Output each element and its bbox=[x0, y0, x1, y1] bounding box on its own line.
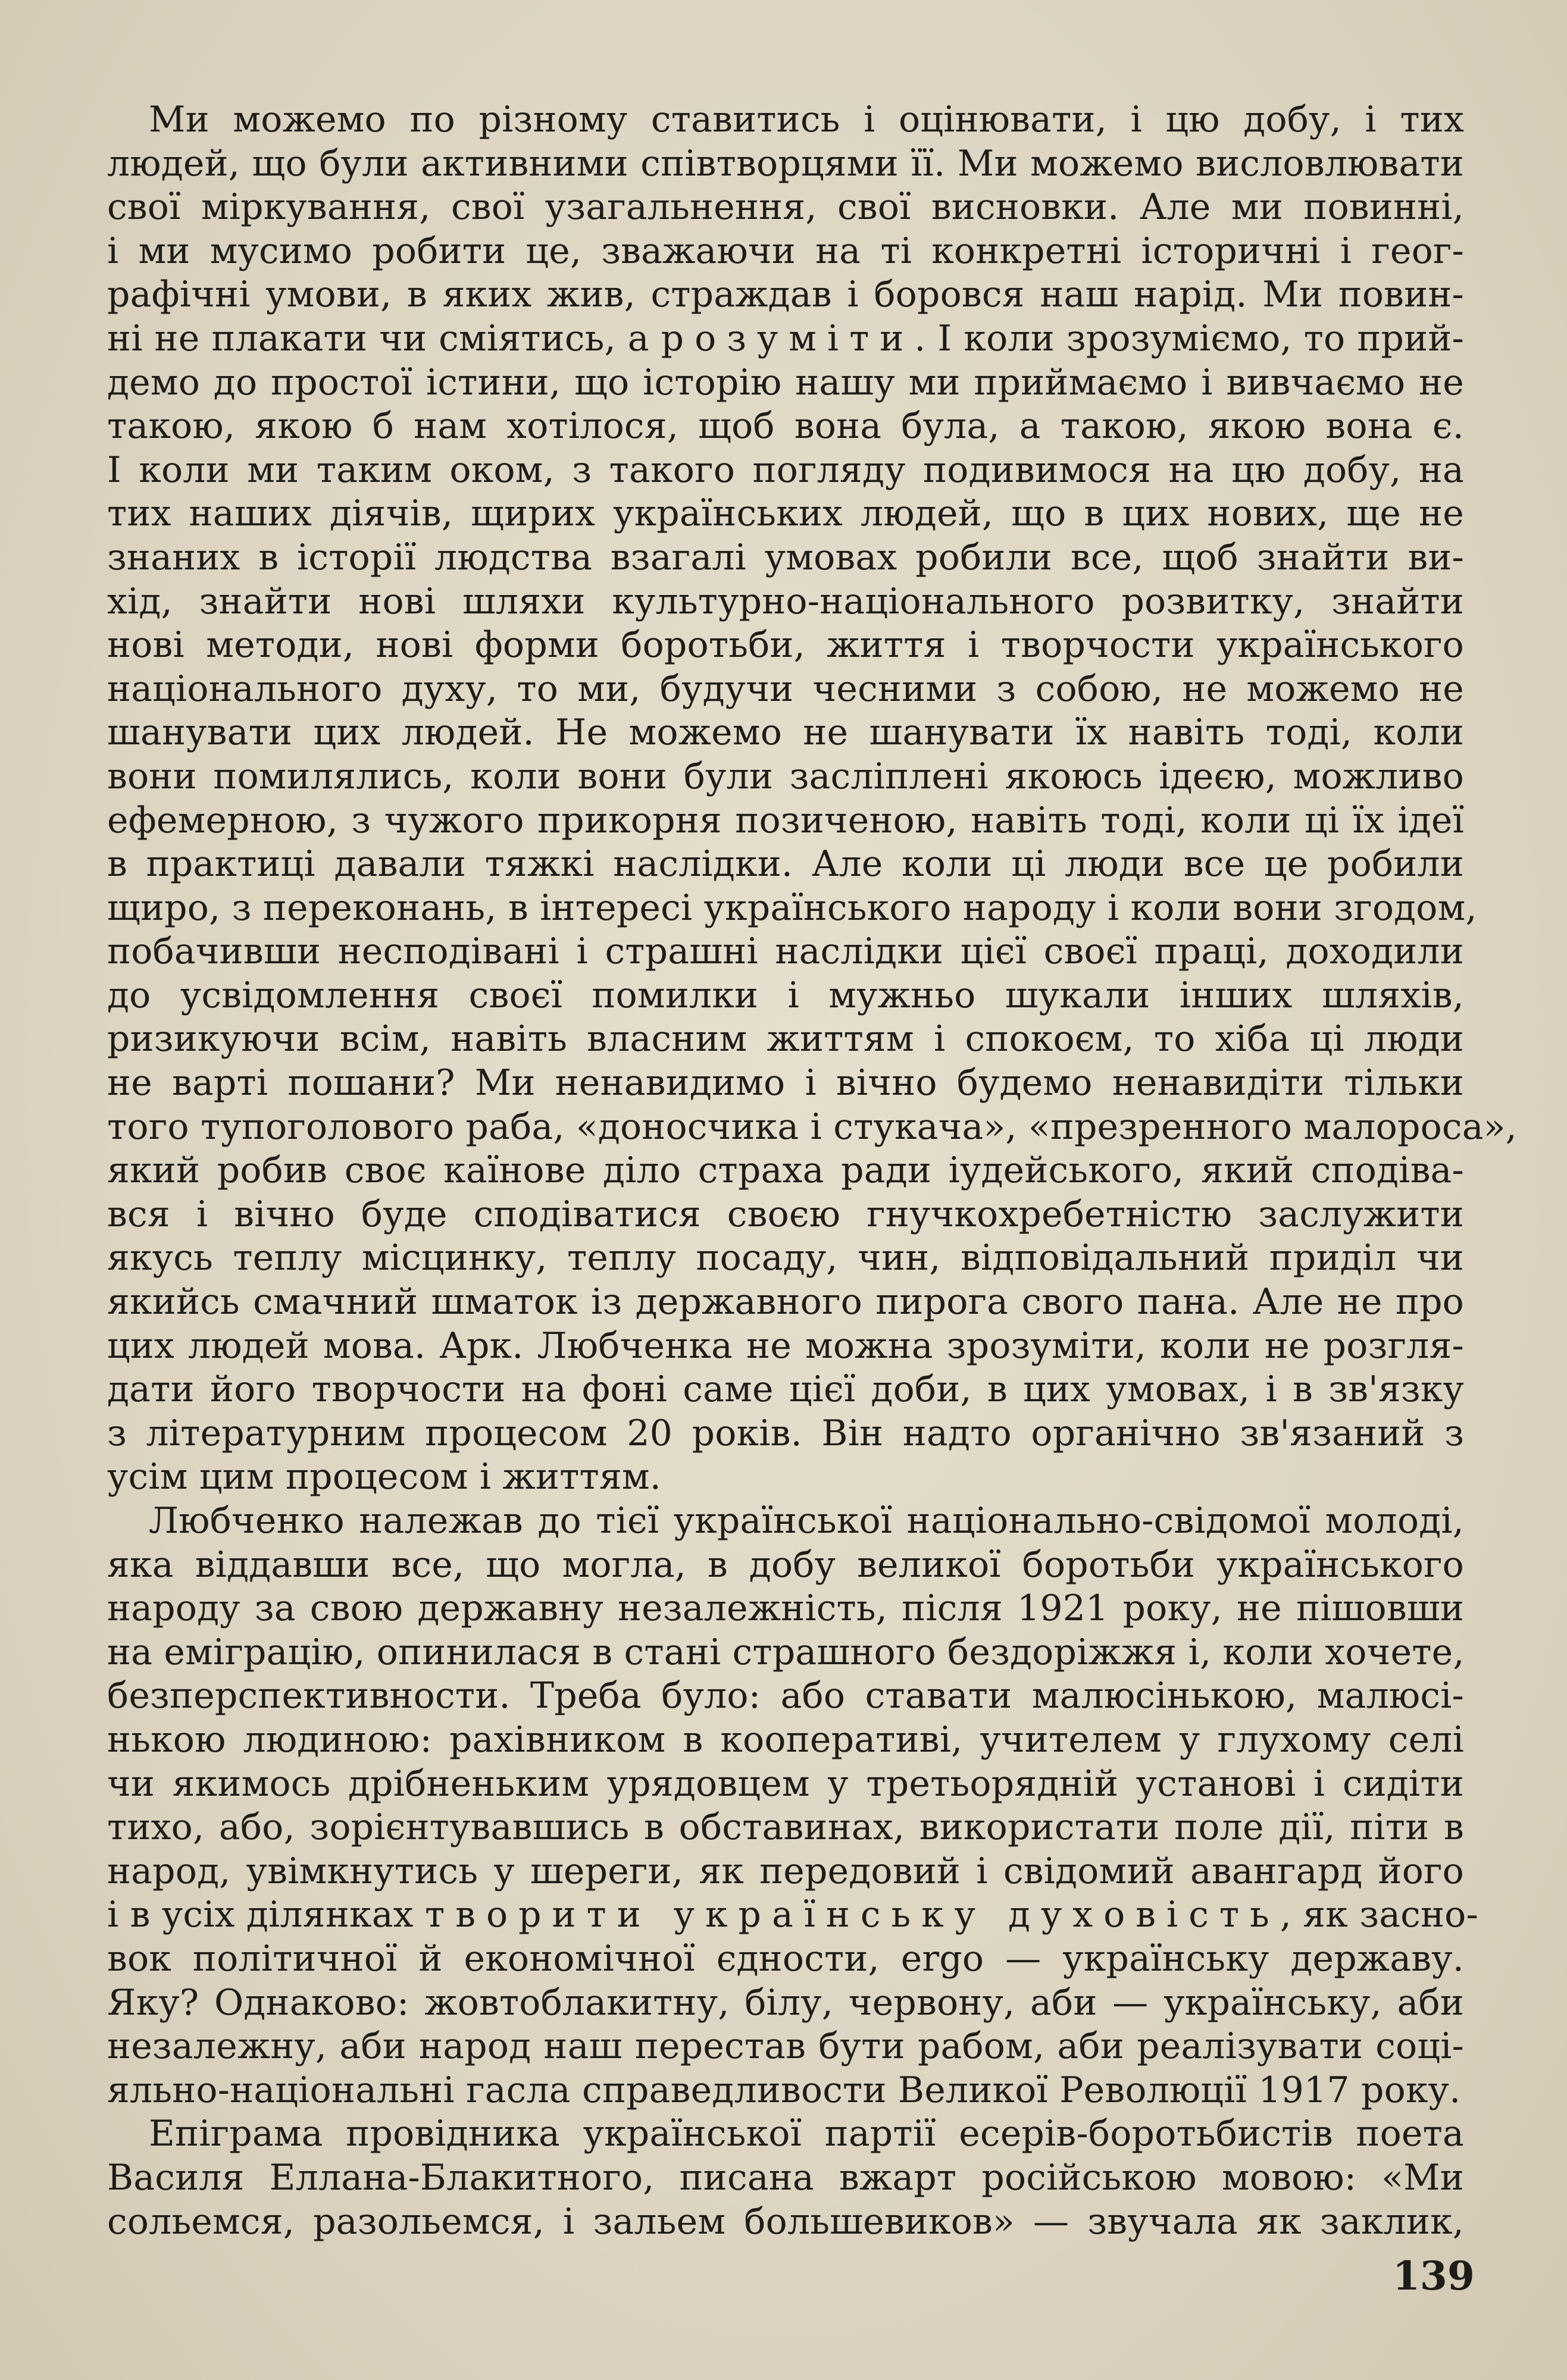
text-line: до усвідомлення своєї помилки і мужньо шукали інших шляхів, bbox=[107, 974, 1464, 1016]
text-segment: ні не плакати чи сміятись, а bbox=[107, 317, 661, 359]
text-line: якийсь смачний шматок із державного пирога свого пана. Але не про bbox=[107, 1281, 1464, 1323]
text-line: не варті пошани? Ми ненавидимо і вічно будемо ненавидіти тільки bbox=[107, 1062, 1464, 1104]
text-line: яльно-національні гасла справедливости Великої Революції 1917 року. bbox=[107, 2069, 1461, 2111]
text-line: людей, що були активними співтворцями її. Ми можемо висловлювати bbox=[107, 142, 1464, 184]
text-line: того тупоголового раба, «доносчика і стукача», «презренного малороса», bbox=[107, 1106, 1517, 1148]
text-line: народ, увімкнутись у шереги, як передовий і свідомий авангард його bbox=[107, 1850, 1464, 1892]
text-line: і ми мусимо робити це, зважаючи на ті конкретні історичні і геог- bbox=[107, 230, 1464, 272]
text-line: побачивши несподівані і страшні наслідки цієї своєї праці, доходили bbox=[107, 931, 1464, 973]
text-line: безперспективности. Треба було: або ставати малюсінькою, малюсі- bbox=[107, 1675, 1464, 1717]
text-line: на еміграцію, опинилася в стані страшного бездоріжжя і, коли хочете, bbox=[107, 1631, 1465, 1673]
text-line: нові методи, нові форми боротьби, життя і творчости українського bbox=[107, 624, 1464, 666]
text-line: Епіграма провідника української партії есерів-боротьбистів поета bbox=[149, 2113, 1464, 2155]
text-line: вони помилялись, коли вони були засліплені якоюсь ідеєю, можливо bbox=[107, 755, 1464, 797]
text-line: незалежну, аби народ наш перестав бути рабом, аби реалізувати соці- bbox=[107, 2025, 1464, 2068]
text-segment: і в усіх ділянках bbox=[107, 1894, 425, 1936]
text-line: шанувати цих людей. Не можемо не шанувати їх навіть тоді, коли bbox=[107, 712, 1464, 754]
text-line: ефемерною, з чужого прикорня позиченою, навіть тоді, коли ці їх ідеї bbox=[107, 799, 1464, 841]
text-line: чи якимось дрібненьким урядовцем у третьорядній установі і сидіти bbox=[107, 1762, 1464, 1805]
text-line: вся і вічно буде сподіватися своєю гнучкохребетністю заслужити bbox=[107, 1193, 1464, 1235]
text-line: дати його творчости на фоні саме цієї доби, в цих умовах, і в зв'язку bbox=[107, 1368, 1464, 1411]
text-line: народу за свою державну незалежність, після 1921 року, не пішовши bbox=[107, 1587, 1464, 1630]
text-line: І коли ми таким оком, з такого погляду подивимося на цю добу, на bbox=[107, 449, 1464, 491]
text-segment: . І коли зрозуміємо, то прий- bbox=[914, 317, 1464, 359]
text-line: Ми можемо по різному ставитись і оцінювати, і цю добу, і тих bbox=[149, 99, 1464, 140]
text-line: сольемся, разольемся, і зальем большевиков» — звучала як заклик, bbox=[107, 2200, 1464, 2243]
text-line: нькою людиною: рахівником в кооперативі, учителем у глухому селі bbox=[107, 1718, 1464, 1761]
text-line bbox=[107, 1893, 1478, 1937]
text-line: який робив своє каїнове діло страха ради іудейського, який сподіва- bbox=[107, 1150, 1464, 1192]
text-line: Яку? Однаково: жовтоблакитну, білу, червону, аби — українську, аби bbox=[107, 1981, 1464, 2024]
text-line: щиро, з переконань, в інтересі українського народу і коли вони згодом, bbox=[107, 887, 1477, 929]
text-segment: , як засно- bbox=[1280, 1894, 1478, 1936]
text-line: такою, якою б нам хотілося, щоб вона була, а такою, якою вона є. bbox=[107, 405, 1464, 447]
text-line: хід, знайти нові шляхи культурно-національного розвитку, знайти bbox=[107, 580, 1464, 622]
text-line: в практиці давали тяжкі наслідки. Але коли ці люди все це робили bbox=[107, 843, 1464, 885]
text-line: ризикуючи всім, навіть власним життям і спокоєм, то хіба ці люди bbox=[107, 1018, 1464, 1060]
text-line: з літературним процесом 20 років. Він надто органічно зв'язаний з bbox=[107, 1412, 1464, 1454]
body-text bbox=[107, 98, 1517, 2244]
text-line: національного духу, то ми, будучи чесними з собою, не можемо не bbox=[107, 668, 1464, 710]
text-line: Любченко належав до тієї української національно-свідомої молоді, bbox=[149, 1500, 1464, 1542]
text-line: знаних в історії людства взагалі умовах робили все, щоб знайти ви- bbox=[107, 536, 1464, 578]
text-line: свої міркування, свої узагальнення, свої висновки. Але ми повинні, bbox=[107, 186, 1464, 228]
text-line: тихо, або, зорієнтувавшись в обставинах, використати поле дії, піти в bbox=[107, 1806, 1464, 1849]
text-line: яка віддавши все, що могла, в добу великої боротьби українського bbox=[107, 1543, 1464, 1586]
text-line: усім цим процесом і життям. bbox=[107, 1456, 662, 1498]
spaced-emphasis: розуміти bbox=[661, 317, 915, 359]
text-line: Василя Еллана-Блакитного, писана вжарт російською мовою: «Ми bbox=[107, 2156, 1464, 2199]
text-line: вок політичної й економічної єдности, ergo — українську державу. bbox=[107, 1937, 1464, 1980]
text-line bbox=[107, 317, 1464, 361]
page-number: 139 bbox=[1393, 2253, 1475, 2299]
text-line: цих людей мова. Арк. Любченка не можна зрозуміти, коли не розгля- bbox=[107, 1324, 1464, 1367]
text-line: якусь теплу місцинку, теплу посаду, чин, відповідальний приділ чи bbox=[107, 1237, 1464, 1279]
spaced-emphasis: творити українську духовість bbox=[425, 1894, 1280, 1936]
text-line: тих наших діячів, щирих українських людей, що в цих нових, ще не bbox=[107, 493, 1464, 535]
text-line: демо до простої істини, що історію нашу ми приймаємо і вивчаємо не bbox=[107, 361, 1464, 403]
text-line: рафічні умови, в яких жив, страждав і боровся наш нарід. Ми повин- bbox=[107, 274, 1464, 316]
